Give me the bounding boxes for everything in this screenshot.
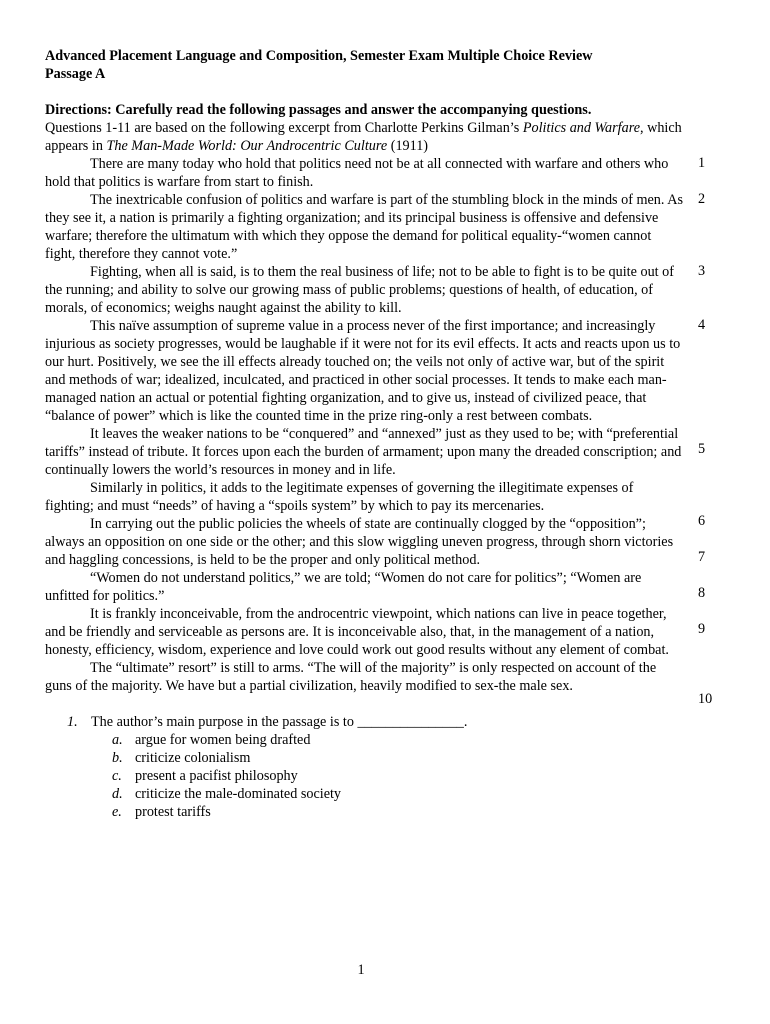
line-number: 7 bbox=[698, 549, 706, 565]
answer-choice[interactable]: d. criticize the male-dominated society bbox=[112, 786, 342, 802]
passage-paragraph: Similarly in politics, it adds to the legitimate expenses of governing the illegitimate expenses of fighting; and must “needs” of having a “spoils system” by which to pay its mercenaries. bbox=[45, 480, 634, 514]
passage-paragraph: This naïve assumption of supreme value in a process never of the first importance; and increasingly injurious as society progresses, would be laughable if it were not for its evil effects. It acts and reacts upon us to our hurt. Positively, we see the ill effects already touched on; the veils not only of active war, but of the spirit and methods of war; idealized, inculcated, and practiced in other social processes. It tends to make each man-managed nation an actual or potential fighting organization, and to give us, instead of civilized peace, that “balance of power” which is like the counted time in the prize ring-only a rest between combats. bbox=[45, 318, 681, 424]
document-title: Advanced Placement Language and Composition, Semester Exam Multiple Choice Review bbox=[45, 48, 593, 64]
line-number: 4 bbox=[698, 317, 706, 333]
answer-choices bbox=[112, 731, 685, 821]
line-number: 2 bbox=[698, 191, 706, 207]
answer-choice[interactable]: e. protest tariffs bbox=[112, 804, 211, 820]
passage-paragraph: It leaves the weaker nations to be “conquered” and “annexed” just as they used to be; with “preferential tariffs” instead of tribute. It forces upon each the burden of armament; upon many the dreaded conscription; and continually lowers the world’s resources in money and in life. bbox=[45, 426, 682, 478]
passage-paragraph: Fighting, when all is said, is to them the real business of life; not to be able to fight is to be quite out of the running; and ability to solve our growing mass of public problems; questions of health, of education, of morals, of economics; weighs naught against the ability to kill. bbox=[45, 264, 674, 316]
passage-label: Passage A bbox=[45, 66, 106, 82]
answer-choice[interactable]: a. argue for women being drafted bbox=[112, 732, 311, 748]
line-number: 1 bbox=[698, 155, 706, 171]
line-number: 3 bbox=[698, 263, 706, 279]
document-page bbox=[45, 47, 685, 821]
line-number: 10 bbox=[698, 691, 713, 707]
passage-paragraph: In carrying out the public policies the wheels of state are continually clogged by the “opposition”; always an opposition on one side or the other; and this slow wiggling uneven progress, through shorn victories and haggling concessions, is held to be the proper and only political method. bbox=[45, 516, 674, 568]
line-number: 8 bbox=[698, 585, 706, 601]
directions-heading: Directions: Carefully read the following passages and answer the accompanying questions. bbox=[45, 102, 592, 118]
question-1 bbox=[67, 713, 685, 821]
page-number: 1 bbox=[357, 962, 365, 978]
directions-intro: Questions 1-11 are based on the following excerpt from Charlotte Perkins Gilman’s Politics and Warfare, which appears in The Man-Made World: Our Androcentric Culture (1911) bbox=[45, 120, 682, 154]
answer-choice[interactable]: b. criticize colonialism bbox=[112, 750, 251, 766]
passage-paragraph: There are many today who hold that politics need not be at all connected with warfare and others who hold that politics is warfare from start to finish. bbox=[45, 156, 669, 190]
passage-text bbox=[45, 155, 685, 695]
passage-paragraph: It is frankly inconceivable, from the androcentric viewpoint, which nations can live in peace together, and be friendly and serviceable as persons are. It is inconceivable also, that, in the management of a nation, honesty, efficiency, wisdom, experience and love could work out good results without any element of combat. bbox=[45, 606, 669, 658]
question-stem: The author’s main purpose in the passage is to _______________. bbox=[91, 714, 468, 730]
line-number: 6 bbox=[698, 513, 706, 529]
passage-paragraph: The “ultimate” resort” is still to arms. “The will of the majority” is only respected on account of the guns of the majority. We have but a partial civilization, heavily modified to sex-the male sex. bbox=[45, 660, 657, 694]
answer-choice[interactable]: c. present a pacifist philosophy bbox=[112, 768, 298, 784]
question-number: 1. bbox=[67, 714, 78, 730]
passage-paragraph: “Women do not understand politics,” we are told; “Women do not care for politics”; “Women are unfitted for politics.” bbox=[45, 570, 642, 604]
line-number: 5 bbox=[698, 441, 706, 457]
line-number: 9 bbox=[698, 621, 706, 637]
passage-paragraph: The inextricable confusion of politics and warfare is part of the stumbling block in the minds of men. As they see it, a nation is primarily a fighting organization; and its principal business is offensive and defensive warfare; therefore the ultimatum with which they oppose the demand for political equality-“women cannot fight, therefore they cannot vote.” bbox=[45, 192, 683, 262]
